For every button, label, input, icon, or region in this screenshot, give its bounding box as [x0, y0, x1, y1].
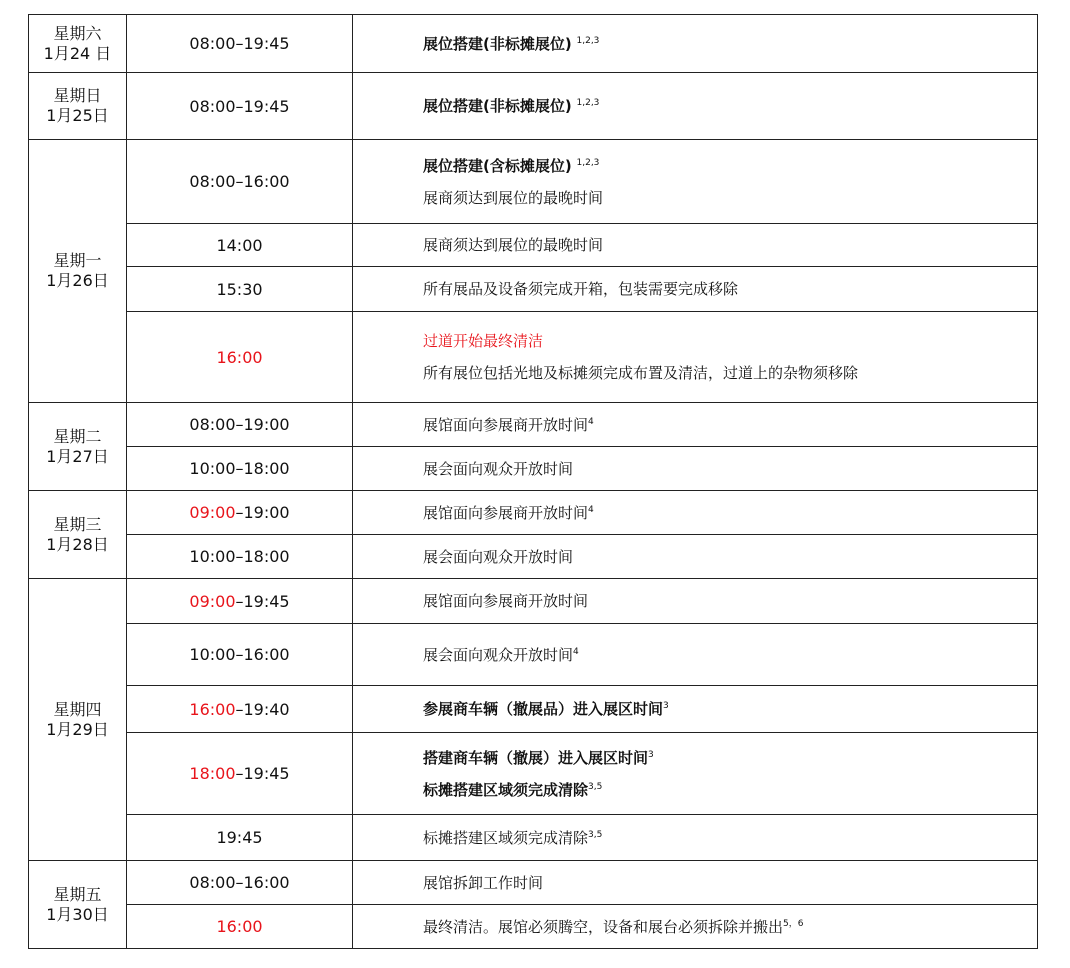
table-row: [29, 403, 1038, 447]
table-row: [29, 535, 1038, 579]
time-value: 16:00: [216, 917, 263, 936]
table-row: [29, 73, 1038, 140]
time-cell: [127, 224, 353, 267]
description-text: 展馆面向参展商开放时间: [423, 503, 589, 522]
day-cell-wed: [29, 491, 127, 579]
table-row: [29, 861, 1038, 905]
time-cell: [127, 312, 353, 403]
description-text-2: 标摊搭建区域须完成清除: [423, 780, 589, 799]
date-label: 1月28日: [46, 534, 109, 554]
footnote-ref: 1,2,3: [576, 157, 600, 168]
description-text-2: 所有展位包括光地及标摊须完成布置及清洁，过道上的杂物须移除: [423, 364, 859, 382]
time-cell: [127, 905, 353, 949]
time-value: 08:00–19:00: [189, 415, 290, 434]
time-cell: [127, 733, 353, 815]
weekday-label: 星期六: [53, 23, 102, 43]
footnote-ref: 4: [573, 646, 579, 657]
table-row: [29, 733, 1038, 815]
description-text: 展位搭建(非标摊展位): [423, 97, 572, 115]
description-cell: [353, 686, 1038, 733]
time-cell: [127, 403, 353, 447]
time-cell: [127, 15, 353, 73]
description-text: 最终清洁。展馆必须腾空，设备和展台必须拆除并搬出: [423, 917, 784, 936]
description-cell: [353, 15, 1038, 73]
time-value: 10:00–18:00: [189, 547, 290, 566]
description-cell: [353, 267, 1038, 312]
weekday-label: 星期五: [53, 884, 102, 904]
description-cell: [353, 579, 1038, 624]
footnote-ref: 3: [648, 749, 654, 760]
date-label: 1月25日: [46, 106, 109, 125]
time-value: 10:00–16:00: [189, 645, 290, 664]
table-row: [29, 579, 1038, 624]
description-text: 展会面向观众开放时间: [423, 547, 574, 566]
footnote-ref: 1,2,3: [576, 35, 600, 46]
description-text: 参展商车辆（撤展品）进入展区时间: [423, 700, 664, 718]
table-row: [29, 15, 1038, 73]
description-text: 展会面向观众开放时间: [423, 645, 574, 664]
footnote-ref: 4: [588, 416, 594, 427]
footnote-ref: 3,5: [588, 829, 603, 840]
description-text: 标摊搭建区域须完成清除: [423, 828, 589, 847]
table-row: [29, 686, 1038, 733]
day-cell-sat: [29, 15, 127, 73]
time-cell: [127, 686, 353, 733]
date-label: 1月26日: [46, 271, 109, 290]
time-end: –19:00: [235, 503, 290, 522]
description-text-2: 展商须达到展位的最晚时间: [423, 188, 604, 207]
description-cell: [353, 624, 1038, 686]
table-row: [29, 224, 1038, 267]
time-value: 08:00–16:00: [189, 873, 290, 892]
time-cell: [127, 579, 353, 624]
time-cell: [127, 73, 353, 140]
time-end: –19:45: [235, 764, 290, 783]
description-cell: [353, 224, 1038, 267]
description-text: 过道开始最终清洁: [423, 332, 544, 350]
description-text: 展馆面向参展商开放时间: [423, 415, 589, 434]
description-cell: [353, 535, 1038, 579]
schedule-table: [28, 14, 1038, 949]
description-text: 展商须达到展位的最晚时间: [423, 236, 604, 254]
time-start-highlight: 18:00: [189, 764, 236, 783]
table-row: [29, 447, 1038, 491]
footnote-ref: 3: [663, 701, 669, 711]
time-cell: [127, 491, 353, 535]
description-text: 展馆拆卸工作时间: [423, 873, 544, 892]
table-row: [29, 815, 1038, 861]
weekday-label: 星期三: [53, 514, 102, 534]
description-cell: [353, 861, 1038, 905]
day-cell-sun: [29, 73, 127, 140]
time-cell: [127, 447, 353, 491]
time-value: 19:45: [216, 828, 263, 847]
description-text: 所有展品及设备须完成开箱，包装需要完成移除: [423, 280, 739, 298]
weekday-label: 星期二: [53, 426, 102, 446]
time-value: 15:30: [216, 279, 263, 299]
time-cell: [127, 267, 353, 312]
time-value: 08:00–19:45: [189, 96, 290, 116]
time-value: 08:00–16:00: [189, 172, 290, 191]
time-value: 14:00: [216, 235, 263, 255]
time-value: 10:00–18:00: [189, 459, 290, 478]
description-cell: [353, 905, 1038, 949]
time-start-highlight: 09:00: [189, 503, 236, 522]
description-cell: [353, 73, 1038, 140]
footnote-ref: 5，6: [783, 918, 804, 929]
date-label: 1月24 日: [43, 43, 112, 63]
table-row: [29, 267, 1038, 312]
table-row: [29, 624, 1038, 686]
description-cell: [353, 815, 1038, 861]
time-end: –19:40: [235, 699, 290, 719]
description-text: 展位搭建(非标摊展位): [423, 34, 572, 53]
time-cell: [127, 140, 353, 224]
description-cell: [353, 312, 1038, 403]
description-text: 展位搭建(含标摊展位): [423, 156, 572, 175]
time-value: 08:00–19:45: [189, 34, 290, 53]
time-end: –19:45: [235, 591, 290, 611]
weekday-label: 星期一: [53, 251, 102, 270]
description-text: 展会面向观众开放时间: [423, 459, 574, 478]
weekday-label: 星期四: [53, 699, 102, 719]
description-text: 搭建商车辆（撤展）进入展区时间: [423, 748, 649, 767]
date-label: 1月29日: [46, 719, 109, 739]
day-cell-tue: [29, 403, 127, 491]
time-start-highlight: 16:00: [189, 699, 236, 719]
table-row: [29, 312, 1038, 403]
time-value: 16:00: [216, 347, 263, 367]
description-cell: [353, 403, 1038, 447]
day-cell-mon: [29, 140, 127, 403]
description-cell: [353, 140, 1038, 224]
description-cell: [353, 733, 1038, 815]
table-row: [29, 905, 1038, 949]
date-label: 1月30日: [46, 904, 109, 924]
date-label: 1月27日: [46, 446, 109, 466]
footnote-ref: 4: [588, 504, 594, 515]
weekday-label: 星期日: [53, 86, 102, 105]
time-start-highlight: 09:00: [189, 591, 236, 611]
time-cell: [127, 535, 353, 579]
table-row: [29, 140, 1038, 224]
footnote-ref: 1,2,3: [576, 98, 600, 108]
description-cell: [353, 491, 1038, 535]
description-text: 展馆面向参展商开放时间: [423, 592, 589, 610]
day-cell-fri: [29, 861, 127, 949]
day-cell-thu: [29, 579, 127, 861]
description-cell: [353, 447, 1038, 491]
time-cell: [127, 861, 353, 905]
footnote-ref-2: 3,5: [588, 781, 603, 792]
table-row: [29, 491, 1038, 535]
time-cell: [127, 815, 353, 861]
time-cell: [127, 624, 353, 686]
